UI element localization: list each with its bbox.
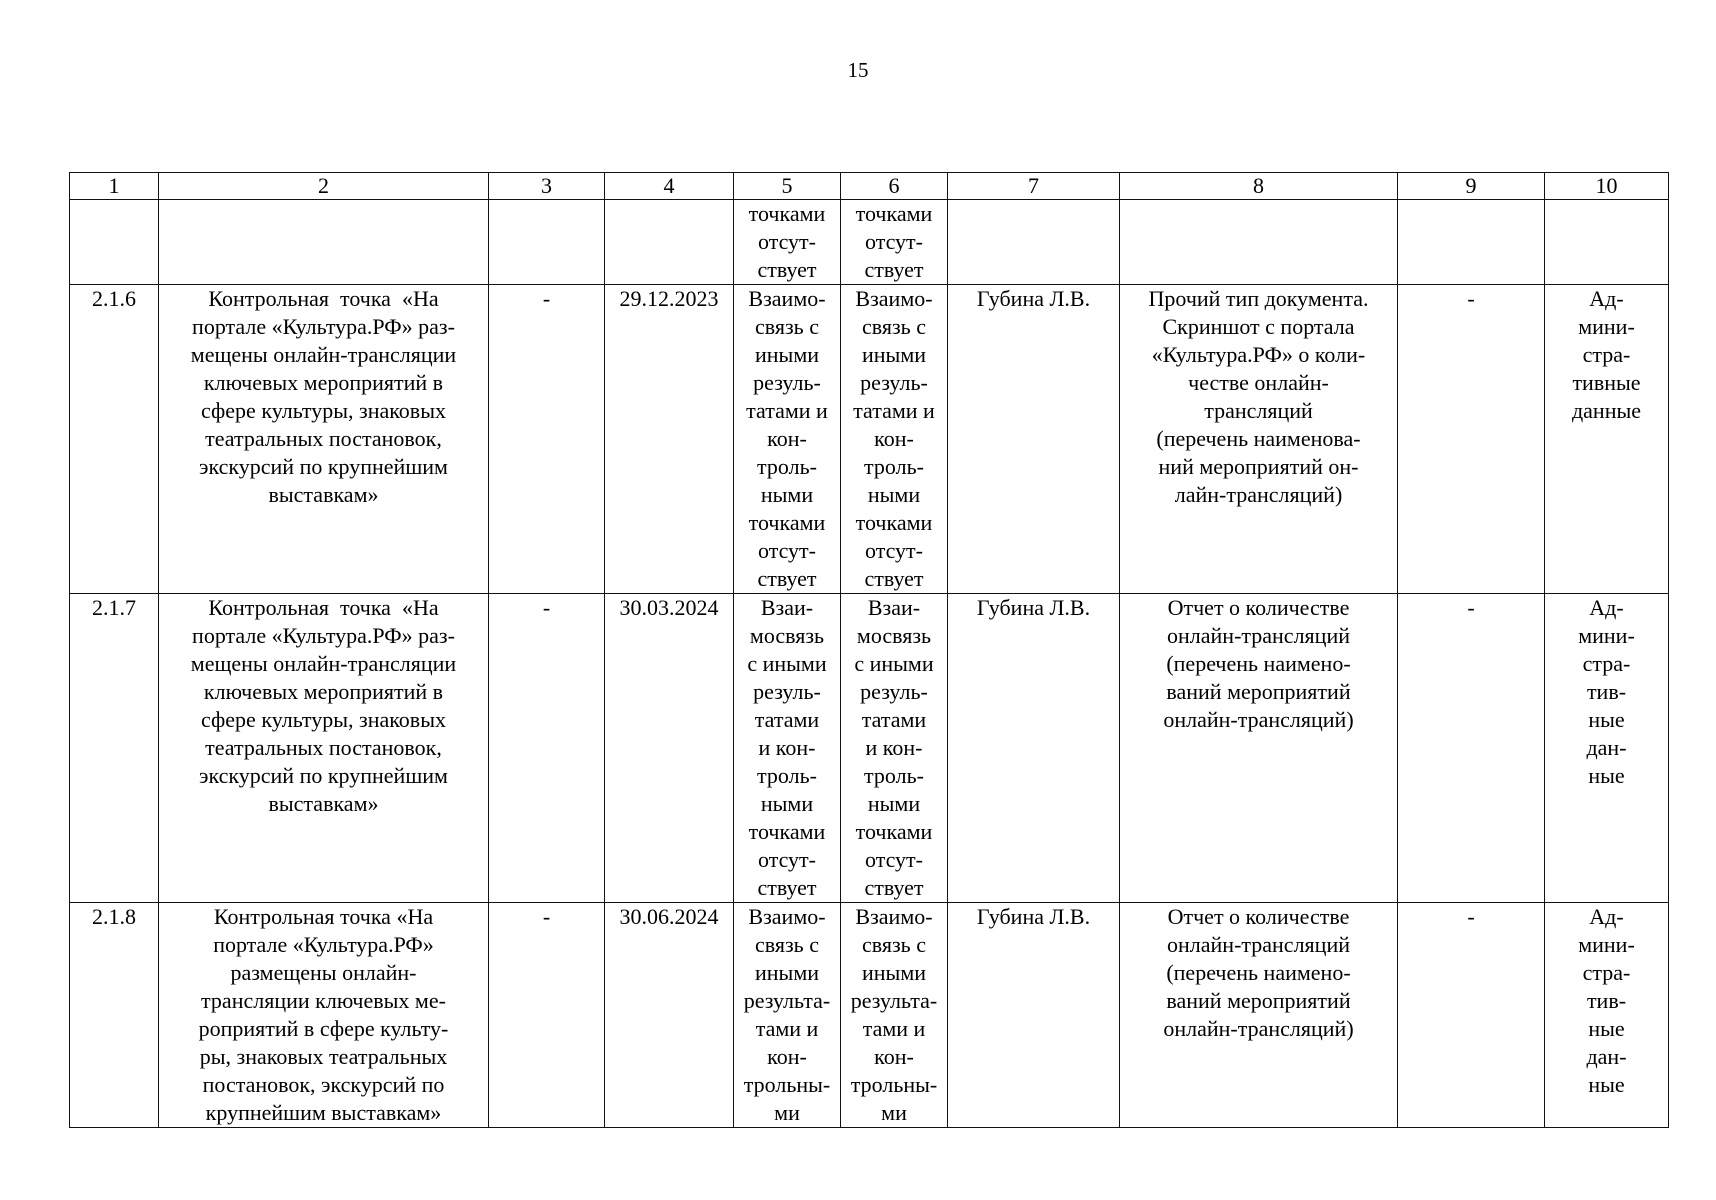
column-number: 7 [948, 173, 1120, 200]
base-value: - [489, 594, 605, 903]
column-number: 3 [489, 173, 605, 200]
document-type: Отчет о количестве онлайн-трансляций (перечень наимено- ваний мероприятий онлайн-трансляций) [1120, 594, 1398, 903]
relation-cell: Взаи- мосвязь с иными резуль- татами и кон- троль- ными точками отсут- ствует [841, 594, 948, 903]
column-number: 9 [1398, 173, 1545, 200]
column-9-value: - [1398, 903, 1545, 1128]
base-value: - [489, 285, 605, 594]
document-type: Прочий тип документа. Скриншот с портала «Культура.РФ» о коли- честве онлайн- трансляций (перечень наименова- ний мероприятий он- лайн-трансляций) [1120, 285, 1398, 594]
control-point-description: Контрольная точка «На портале «Культура.РФ» раз- мещены онлайн-трансляции ключевых мероприятий в сфере культуры, знаковых театральных постановок, экскурсий по крупнейшим выставкам» [159, 285, 489, 594]
column-9-value: - [1398, 285, 1545, 594]
responsible-person: Губина Л.В. [948, 285, 1120, 594]
column-number: 8 [1120, 173, 1398, 200]
table-cell [948, 200, 1120, 285]
column-9-value: - [1398, 594, 1545, 903]
continuation-row [70, 200, 1669, 285]
table-cell [1398, 200, 1545, 285]
base-value: - [489, 903, 605, 1128]
page-number: 15 [847, 58, 869, 82]
control-points-table [69, 172, 1669, 1128]
deadline-date: 29.12.2023 [605, 285, 734, 594]
data-source: Ад- мини- стра- тив- ные дан- ные [1545, 594, 1669, 903]
table-cell [489, 200, 605, 285]
column-number: 4 [605, 173, 734, 200]
data-source: Ад- мини- стра- тив- ные дан- ные [1545, 903, 1669, 1128]
relation-cell: Взаимо- связь с иными резуль- татами и кон- троль- ными точками отсут- ствует [841, 285, 948, 594]
table-cell [1120, 200, 1398, 285]
column-number: 6 [841, 173, 948, 200]
document-type: Отчет о количестве онлайн-трансляций (перечень наимено- ваний мероприятий онлайн-трансляций) [1120, 903, 1398, 1128]
relation-cell: точками отсут- ствует [841, 200, 948, 285]
row-number: 2.1.8 [70, 903, 159, 1128]
column-number: 1 [70, 173, 159, 200]
relation-cell: Взаимо- связь с иными резуль- татами и кон- троль- ными точками отсут- ствует [734, 285, 841, 594]
control-point-description: Контрольная точка «На портале «Культура.РФ» размещены онлайн- трансляции ключевых ме- роприятий в сфере культу- ры, знаковых театральных постановок, экскурсий по крупнейшим выставкам» [159, 903, 489, 1128]
relation-cell: Взаимо- связь с иными результа- тами и кон- трольны- ми [841, 903, 948, 1128]
responsible-person: Губина Л.В. [948, 594, 1120, 903]
table-row [70, 285, 1669, 594]
row-number: 2.1.6 [70, 285, 159, 594]
table-cell [605, 200, 734, 285]
table-cell [1545, 200, 1669, 285]
data-source: Ад- мини- стра- тивные данные [1545, 285, 1669, 594]
row-number: 2.1.7 [70, 594, 159, 903]
relation-cell: Взаи- мосвязь с иными резуль- татами и кон- троль- ными точками отсут- ствует [734, 594, 841, 903]
column-numbers-row [70, 173, 1669, 200]
control-point-description: Контрольная точка «На портале «Культура.РФ» раз- мещены онлайн-трансляции ключевых мероприятий в сфере культуры, знаковых театральных постановок, экскурсий по крупнейшим выставкам» [159, 594, 489, 903]
table-row [70, 903, 1669, 1128]
table-row [70, 594, 1669, 903]
relation-cell: Взаимо- связь с иными результа- тами и кон- трольны- ми [734, 903, 841, 1128]
responsible-person: Губина Л.В. [948, 903, 1120, 1128]
table-cell [70, 200, 159, 285]
column-number: 10 [1545, 173, 1669, 200]
column-number: 2 [159, 173, 489, 200]
deadline-date: 30.06.2024 [605, 903, 734, 1128]
relation-cell: точками отсут- ствует [734, 200, 841, 285]
table-cell [159, 200, 489, 285]
deadline-date: 30.03.2024 [605, 594, 734, 903]
column-number: 5 [734, 173, 841, 200]
